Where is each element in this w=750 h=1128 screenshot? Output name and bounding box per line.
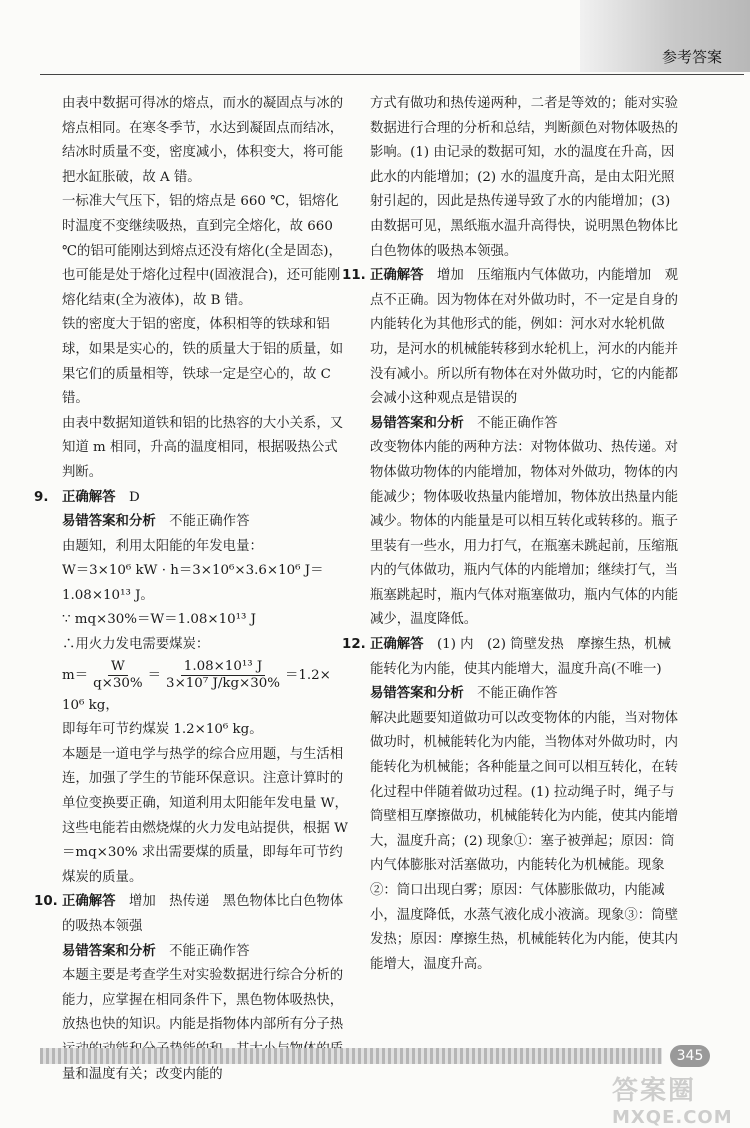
equation-line: ∵ mq×30%＝W＝1.08×10¹³ J bbox=[62, 612, 257, 628]
left-column bbox=[34, 92, 348, 1087]
numerator: 1.08×10¹³ J bbox=[181, 659, 265, 676]
fraction-equation: m＝ $\frac{W}{q\times 30\%}$ ＝ $\frac{\text{1.08×10¹³ J}}{\text{3×10⁷ J/kg×30\%}}$ ＝1.2× bbox=[62, 658, 331, 691]
paragraph: 本题是一道电学与热学的综合应用题，与生活相连，加强了学生的节能环保意识。注意计算时的单位变换要正确，知道利用太阳能年发电量 W，这些电能若由燃烧煤的火力发电站提供，根据 W＝mq×30% 求出需要煤的质量，即每年可节约煤炭的质量。 bbox=[62, 746, 348, 885]
error-analysis-line bbox=[62, 940, 348, 965]
paragraph: ∴用火力发电需要煤炭： bbox=[62, 637, 210, 653]
paragraph: 由题知，利用太阳能的年发电量： bbox=[62, 538, 263, 554]
question-11-answer bbox=[342, 264, 680, 412]
paragraph: 即每年可节约煤炭 1.2×10⁶ kg。 bbox=[62, 722, 263, 738]
error-analysis-line bbox=[370, 412, 680, 437]
error-heading: 易错答案和分析 bbox=[62, 943, 156, 959]
paragraph: 一标准大气压下，铝的熔点是 660 ℃，铝熔化时温度不变继续吸热，直到完全熔化，故 660 ℃的铝可能刚达到熔点还没有熔化(全是固态)，也可能是处于熔化过程中(固液混合)，还可能刚熔化结束(全为液体)，故 B 错。 bbox=[62, 194, 342, 308]
header-rule bbox=[40, 74, 744, 75]
fraction bbox=[90, 659, 146, 692]
paragraph: 解决此题要知道做功可以改变物体的内能，当对物体做功时，机械能转化为内能，当物体对外做功时，内能转化为机械能；各种能量之间可以相互转化，在转化过程中伴随着做功过程。(1) 拉动绳子时，绳子与筒壁相互摩擦做功，机械能转化为内能，使其内能增大，温度升高；(2) 现象①：塞子被弹起；原因：筒内气体膨胀对活塞做功，内能转化为机械能。现象②：筒口出现白雾；原因：气体膨胀做功，内能减小，温度降低，水蒸气液化成小液滴。现象③：筒壁发热；原因：摩擦生热，机械能转化为内能，使其内能增大，温度升高。 bbox=[370, 710, 678, 972]
paragraph: 方式有做功和热传递两种，二者是等效的；能对实验数据进行合理的分析和总结，判断颜色对物体吸热的影响。(1) 由记录的数据可知，水的温度在升高，因此水的内能增加；(2) 水的温度升高，是由太阳光照射引起的，因此是热传递导致了水的内能增加；(3) 由数据可见，黑纸瓶水温升高得快，说明黑色物体比白色物体的吸热本领强。 bbox=[370, 96, 678, 259]
watermark-logo bbox=[612, 1070, 742, 1128]
question-9-answer bbox=[34, 486, 348, 511]
equation-line: W＝3×10⁶ kW · h＝3×10⁶×3.6×10⁶ J＝1.08×10¹³ J。 bbox=[62, 563, 324, 603]
error-text: 不能正确作答 bbox=[477, 415, 558, 431]
paragraph: 本题主要是考查学生对实验数据进行综合分析的能力，应掌握在相同条件下，黑色物体吸热快，放热也快的知识。内能是指物体内部所有分子热 量和温度有关；改变内能的 bbox=[62, 968, 344, 1082]
error-analysis-line bbox=[370, 682, 680, 707]
fraction bbox=[163, 659, 283, 692]
question-number: 12. bbox=[342, 637, 366, 653]
question-number: 9. bbox=[34, 489, 49, 505]
equation-line: 10⁶ kg， bbox=[62, 697, 119, 713]
error-text: 不能正确作答 bbox=[477, 686, 558, 702]
answer-text: D bbox=[128, 489, 140, 505]
paragraph: 改变物体内能的两种方法：对物体做功、热传递。对物体做功物体的内能增加，物体对外做功，物体的内能减少；物体吸收热量内能增加，物体放出热量内能减少。物体的内能量是可以相互转化或转移的。瓶子里装有一些水，用力打气，在瓶塞未跳起前，压缩瓶内的气体做功，瓶内气体的内能增加；继续打气，当瓶塞跳起时，瓶内气体对瓶塞做功，瓶内气体的内能减少，温度降低。 bbox=[370, 440, 678, 628]
answer-heading: 正确解答 bbox=[62, 894, 116, 910]
eq-rhs: ＝1.2× bbox=[285, 667, 331, 683]
question-number: 10. bbox=[34, 894, 58, 910]
answer-heading: 正确解答 bbox=[62, 489, 116, 505]
answer-text: 增加 热传递 黑色物体比白色物体的吸热本领强 bbox=[62, 894, 344, 934]
error-heading: 易错答案和分析 bbox=[62, 514, 156, 530]
watermark-url: MXQE.COM bbox=[612, 1107, 733, 1128]
error-heading: 易错答案和分析 bbox=[370, 415, 464, 431]
denominator: 3×10⁷ J/kg×30% bbox=[166, 675, 280, 691]
page-number: 345 bbox=[670, 1045, 710, 1067]
question-10-answer bbox=[34, 890, 348, 939]
error-heading: 易错答案和分析 bbox=[370, 686, 464, 702]
answer-heading: 正确解答 bbox=[370, 637, 424, 653]
answer-text: 增加 压缩瓶内气体做功，内能增加 观点不正确。因为物体在对外做功时，不一定是自身的内能转化为其他形式的能，例如：河水对水轮机做功，是河水的机械能转移到水轮机上，河水的内能并没有减小。所以所有物体在对外做功时，它的内能都会减小这种观点是错误的 bbox=[370, 268, 678, 407]
answer-heading: 正确解答 bbox=[370, 268, 424, 284]
paragraph: 由表中数据可得冰的熔点，而水的凝固点与冰的熔点相同。在寒冬季节，水达到凝固点而结冰，结冰时质量不变，密度减小，体积变大，将可能把水缸胀破，故 A 错。 bbox=[62, 96, 344, 185]
paragraph: 铁的密度大于铝的密度，体积相等的铁球和铝球，如果是实心的，铁的质量大于铝的质量，如果它们的质量相等，铁球一定是空心的，故 C 错。 bbox=[62, 317, 344, 407]
answer-text: (1) 内 (2) 筒壁发热 摩擦生热，机械能转化为内能，使其内能增大，温度升高(不唯一) bbox=[370, 637, 671, 677]
question-12-answer bbox=[342, 633, 680, 682]
error-text: 不能正确作答 bbox=[169, 514, 250, 530]
watermark-text: 答案圈 bbox=[612, 1076, 697, 1106]
footer-decorative-band bbox=[40, 1048, 662, 1064]
denominator: q×30% bbox=[93, 675, 143, 691]
error-text: 不能正确作答 bbox=[169, 943, 250, 959]
question-number: 11. bbox=[342, 268, 366, 284]
eq-lhs: m＝ bbox=[62, 667, 89, 683]
numerator: W bbox=[108, 659, 128, 676]
page-header: 参考答案 bbox=[661, 48, 722, 66]
paragraph: 由表中数据知道铁和铝的比热容的大小关系，又知道 m 相同，升高的温度相同，根据吸热公式判断。 bbox=[62, 415, 344, 480]
error-analysis-line bbox=[62, 510, 348, 535]
right-column bbox=[342, 92, 680, 977]
